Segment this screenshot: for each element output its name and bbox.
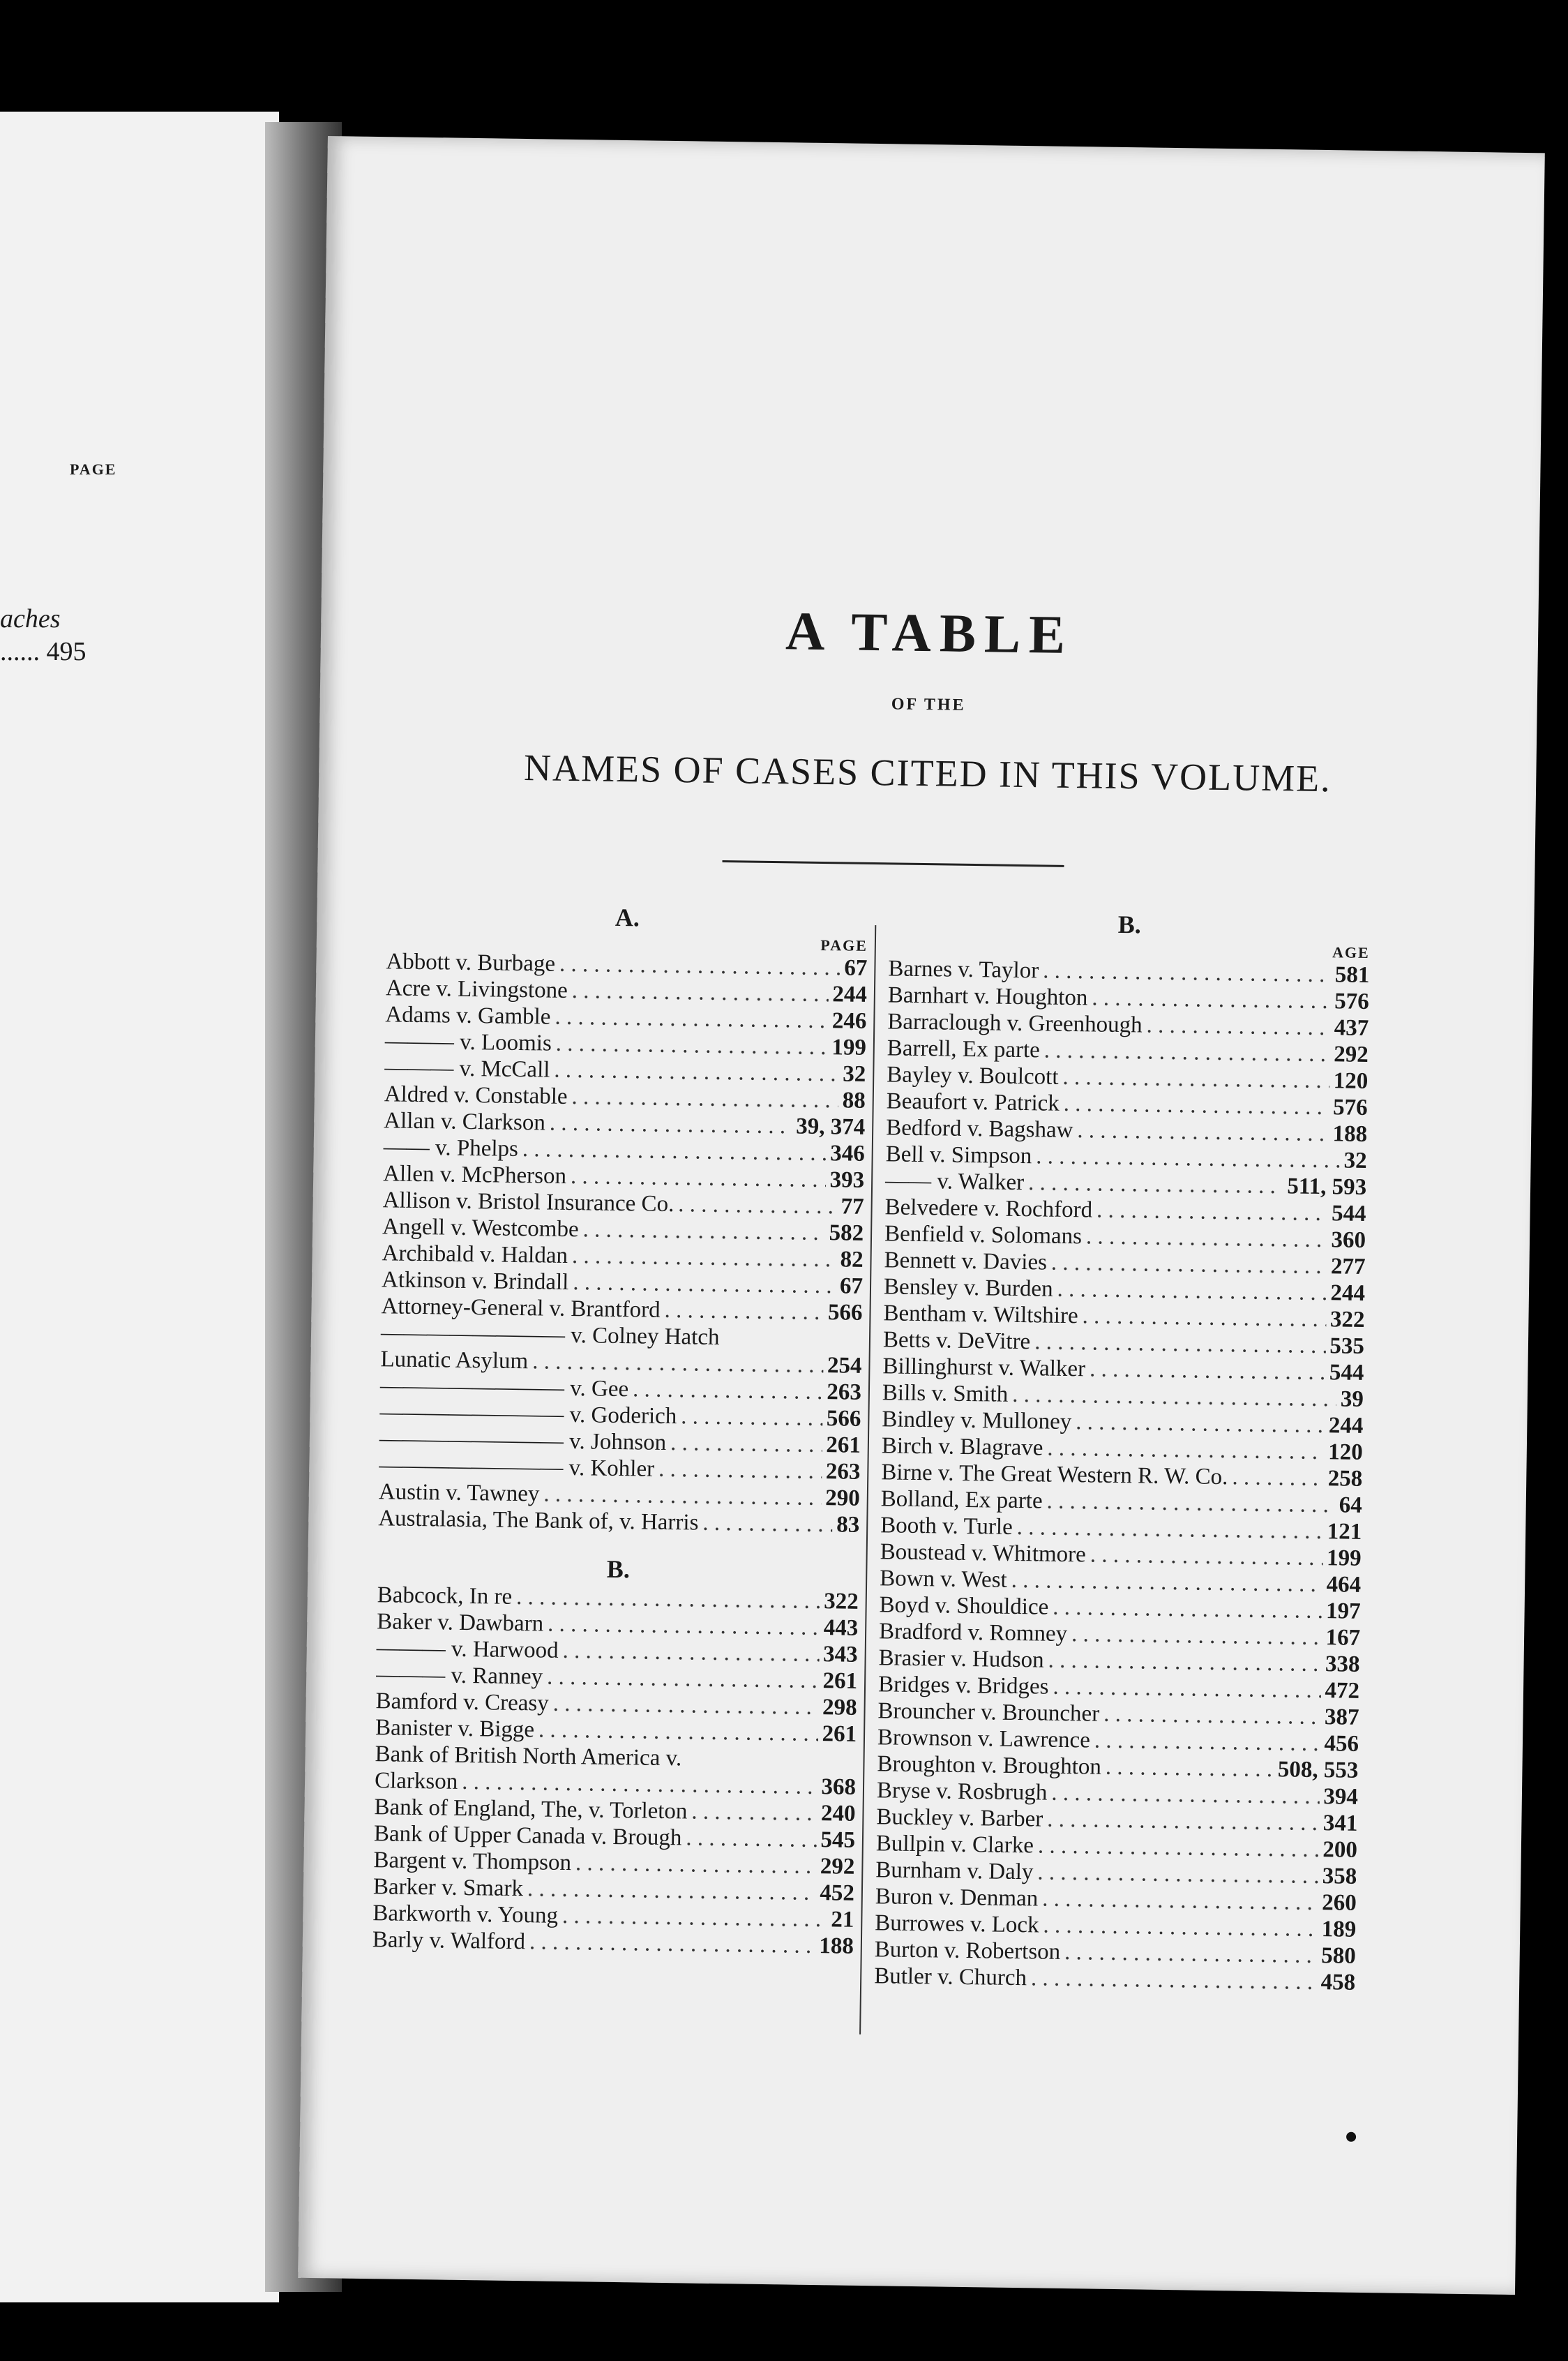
dot-leader bbox=[1046, 1488, 1335, 1519]
dot-leader bbox=[1047, 1806, 1319, 1836]
case-page-number: 346 bbox=[829, 1141, 865, 1167]
case-page-number: 246 bbox=[831, 1008, 867, 1034]
dot-leader bbox=[1011, 1567, 1322, 1598]
dot-leader bbox=[1076, 1409, 1325, 1439]
case-name: Barrell, Ex parte bbox=[887, 1035, 1041, 1063]
dot-leader bbox=[1034, 1328, 1326, 1359]
case-name: Bank of England, The, v. Torleton bbox=[374, 1794, 688, 1824]
case-name: Booth v. Turle bbox=[880, 1513, 1013, 1540]
dot-leader bbox=[559, 951, 840, 982]
dot-leader bbox=[1086, 1223, 1327, 1253]
case-page-number: 260 bbox=[1322, 1890, 1357, 1916]
dot-leader bbox=[686, 1824, 817, 1853]
title-main: A TABLE bbox=[785, 600, 1074, 665]
dot-leader bbox=[658, 1456, 822, 1485]
case-page-number: 67 bbox=[844, 955, 868, 981]
case-name: Bank of British North America v. bbox=[375, 1741, 682, 1771]
dot-leader bbox=[686, 1765, 852, 1767]
case-name: Bentham v. Wiltshire bbox=[883, 1301, 1078, 1329]
case-name: Bank of Upper Canada v. Brough bbox=[373, 1821, 682, 1851]
left-page-line-2: ...... 495 bbox=[0, 637, 86, 666]
case-name: —— v. Phelps bbox=[383, 1134, 519, 1162]
case-page-number: 258 bbox=[1327, 1466, 1363, 1492]
case-page-number: 261 bbox=[822, 1668, 858, 1694]
case-page-number: 544 bbox=[1331, 1201, 1366, 1227]
dot-leader bbox=[1044, 1037, 1330, 1067]
case-page-number: 188 bbox=[1332, 1121, 1368, 1147]
dot-leader bbox=[522, 1136, 827, 1167]
dot-leader bbox=[681, 1403, 822, 1432]
case-name: Australasia, The Bank of, v. Harris bbox=[378, 1506, 699, 1536]
dot-leader bbox=[1090, 1356, 1325, 1386]
dot-leader bbox=[1057, 1276, 1326, 1306]
case-page-number: 580 bbox=[1320, 1943, 1356, 1969]
case-page-number: 83 bbox=[836, 1512, 860, 1538]
dot-leader bbox=[1051, 1250, 1327, 1280]
section-heading-b-right: B. bbox=[1117, 910, 1142, 939]
dot-leader bbox=[1103, 1701, 1320, 1730]
case-page-number: 254 bbox=[827, 1353, 862, 1379]
case-page-number: 394 bbox=[1323, 1784, 1359, 1810]
dot-leader bbox=[702, 1510, 832, 1538]
case-page-number: 368 bbox=[821, 1774, 857, 1800]
left-column bbox=[372, 901, 868, 1959]
dot-leader bbox=[573, 1269, 836, 1299]
case-name: ———————— v. Colney Hatch bbox=[380, 1320, 720, 1351]
case-page-number: 32 bbox=[843, 1061, 866, 1087]
dot-leader bbox=[664, 1297, 824, 1326]
dot-leader bbox=[552, 1691, 818, 1721]
case-page-number: 581 bbox=[1334, 962, 1370, 988]
case-page-number: 244 bbox=[832, 982, 868, 1007]
case-page-number: 322 bbox=[823, 1589, 859, 1614]
case-name: Bolland, Ex parte bbox=[880, 1486, 1043, 1514]
case-page-number: 261 bbox=[822, 1721, 857, 1747]
case-page-number: 120 bbox=[1328, 1439, 1364, 1465]
page-column-label: PAGE bbox=[820, 936, 868, 954]
case-name: Bennett v. Davies bbox=[884, 1247, 1048, 1275]
case-page-number: 39 bbox=[1340, 1386, 1364, 1412]
case-page-number: 358 bbox=[1322, 1864, 1357, 1889]
case-page-number: 458 bbox=[1320, 1970, 1356, 1995]
case-name: Barnhart v. Houghton bbox=[887, 982, 1088, 1011]
case-name: Burnham v. Daly bbox=[875, 1857, 1034, 1885]
ink-speck bbox=[1346, 2132, 1356, 2142]
case-page-number: 298 bbox=[822, 1695, 857, 1721]
case-name: Austin v. Tawney bbox=[378, 1479, 540, 1507]
case-page-number: 88 bbox=[842, 1088, 866, 1114]
case-page-number: 393 bbox=[829, 1167, 865, 1193]
case-page-number: 508, 553 bbox=[1277, 1757, 1359, 1783]
dot-leader bbox=[547, 1664, 819, 1694]
dot-leader bbox=[575, 1850, 816, 1880]
case-page-number: 39, 374 bbox=[795, 1114, 866, 1140]
case-name: Acre v. Livingstone bbox=[385, 975, 568, 1003]
case-name: Bown v. West bbox=[879, 1566, 1007, 1593]
section-heading-b-left: B. bbox=[606, 1554, 631, 1584]
dot-leader bbox=[1042, 1886, 1318, 1917]
case-name: Brouncher v. Brouncher bbox=[877, 1698, 1100, 1727]
case-name: Bayley v. Boulcott bbox=[887, 1062, 1059, 1090]
case-name: Bindley v. Mulloney bbox=[882, 1407, 1072, 1435]
case-page-number: 263 bbox=[827, 1379, 862, 1405]
dot-leader bbox=[532, 1348, 823, 1379]
dot-leader bbox=[1043, 957, 1331, 988]
right-page bbox=[298, 136, 1545, 2295]
dot-leader bbox=[562, 1903, 827, 1933]
case-page-number: 199 bbox=[1326, 1545, 1362, 1571]
case-page-number: 244 bbox=[1328, 1413, 1364, 1439]
dot-leader bbox=[1036, 1143, 1340, 1174]
case-name: Butler v. Church bbox=[874, 1963, 1027, 1991]
case-page-number: 456 bbox=[1324, 1731, 1359, 1757]
dot-leader bbox=[516, 1584, 820, 1614]
case-name: ———————— v. Johnson bbox=[379, 1426, 667, 1455]
case-page-number: 437 bbox=[1334, 1015, 1369, 1041]
case-name: Bensley v. Burden bbox=[883, 1274, 1053, 1302]
dot-leader bbox=[1038, 1832, 1319, 1863]
case-name: Angell v. Westcombe bbox=[382, 1214, 579, 1243]
dot-leader bbox=[1062, 1064, 1329, 1094]
case-page-number: 32 bbox=[1343, 1148, 1367, 1174]
case-page-number: 77 bbox=[840, 1194, 864, 1220]
dot-leader bbox=[555, 1004, 828, 1034]
dot-leader bbox=[691, 1799, 817, 1827]
dot-leader bbox=[1064, 1939, 1318, 1969]
dot-leader bbox=[1090, 1541, 1323, 1571]
dot-leader bbox=[1037, 1859, 1318, 1889]
dot-leader bbox=[1012, 1381, 1336, 1412]
case-list-b-right bbox=[874, 955, 1370, 1995]
case-name: Allen v. McPherson bbox=[382, 1161, 567, 1189]
dot-leader bbox=[1053, 1594, 1322, 1624]
page-column-label-right: AGE bbox=[1332, 943, 1370, 961]
case-name: Babcock, In re bbox=[377, 1582, 513, 1610]
case-page-number: 343 bbox=[822, 1642, 858, 1667]
case-name: ———————— v. Goderich bbox=[379, 1400, 677, 1430]
case-page-number: 443 bbox=[823, 1615, 859, 1641]
case-name: Buckley v. Barber bbox=[876, 1804, 1043, 1832]
case-page-number: 576 bbox=[1332, 1095, 1368, 1120]
dot-leader bbox=[543, 1481, 821, 1512]
case-name: Birne v. The Great Western R. W. Co. bbox=[881, 1460, 1228, 1490]
case-name: Bradford v. Romney bbox=[878, 1619, 1068, 1647]
dot-leader bbox=[1031, 1965, 1317, 1995]
case-name: Buron v. Denman bbox=[875, 1884, 1039, 1912]
case-name: Barnes v. Taylor bbox=[888, 956, 1039, 984]
case-page-number: 338 bbox=[1325, 1651, 1360, 1677]
case-page-number: 240 bbox=[820, 1801, 856, 1827]
left-page bbox=[0, 112, 279, 2302]
dot-leader bbox=[678, 1191, 837, 1220]
case-list-a bbox=[378, 948, 868, 1538]
dot-leader bbox=[723, 1344, 857, 1347]
case-name: Bryse v. Rosbrugh bbox=[876, 1778, 1048, 1806]
dot-leader bbox=[1016, 1514, 1322, 1545]
case-page-number: 188 bbox=[819, 1933, 854, 1959]
dot-leader bbox=[571, 1084, 838, 1114]
case-name: Allison v. Bristol Insurance Co. bbox=[382, 1187, 674, 1217]
case-page-number: 292 bbox=[820, 1854, 855, 1880]
case-name: Boustead v. Whitmore bbox=[880, 1539, 1087, 1568]
dot-leader bbox=[1053, 1674, 1321, 1704]
dot-leader bbox=[1028, 1169, 1283, 1199]
case-name: Beaufort v. Patrick bbox=[886, 1088, 1060, 1116]
case-name: Burrowes v. Lock bbox=[875, 1910, 1039, 1938]
dot-leader bbox=[1092, 984, 1330, 1014]
case-name: Bullpin v. Clarke bbox=[875, 1831, 1034, 1859]
case-page-number: 544 bbox=[1329, 1360, 1364, 1386]
dot-leader bbox=[670, 1430, 822, 1458]
dot-leader bbox=[556, 1030, 828, 1060]
left-page-label: PAGE bbox=[70, 460, 117, 478]
case-name: Attorney-General v. Brantford bbox=[381, 1294, 661, 1323]
case-name: Allan v. Clarkson bbox=[384, 1108, 546, 1136]
case-page-number: 64 bbox=[1339, 1492, 1362, 1518]
case-page-number: 452 bbox=[820, 1880, 855, 1906]
title-subtitle: NAMES OF CASES CITED IN THIS VOLUME. bbox=[523, 747, 1332, 800]
case-name: Clarkson bbox=[374, 1768, 458, 1794]
dot-leader bbox=[1064, 1090, 1329, 1120]
dot-leader bbox=[1077, 1117, 1329, 1147]
case-page-number: 566 bbox=[826, 1406, 861, 1432]
section-heading-a: A. bbox=[615, 903, 640, 932]
dot-leader bbox=[572, 1243, 836, 1273]
case-name: Broughton v. Broughton bbox=[877, 1751, 1102, 1780]
case-page-number: 322 bbox=[1329, 1307, 1365, 1333]
case-page-number: 244 bbox=[1330, 1280, 1366, 1306]
case-page-number: 200 bbox=[1322, 1837, 1358, 1863]
dot-leader bbox=[1106, 1754, 1274, 1783]
dot-leader bbox=[1082, 1303, 1326, 1333]
case-list-b-left bbox=[372, 1582, 859, 1960]
case-name: ——— v. Loomis bbox=[384, 1028, 552, 1056]
case-name: Billinghurst v. Walker bbox=[882, 1354, 1086, 1382]
dot-leader bbox=[562, 1637, 819, 1667]
case-page-number: 360 bbox=[1331, 1227, 1366, 1253]
case-name: Lunatic Asylum bbox=[380, 1347, 529, 1374]
case-name: Bell v. Simpson bbox=[885, 1141, 1032, 1169]
dot-leader bbox=[538, 1716, 818, 1747]
dot-leader bbox=[571, 1163, 826, 1193]
dot-leader bbox=[1048, 1647, 1321, 1677]
case-name: ——— v. McCall bbox=[384, 1055, 550, 1083]
case-page-number: 511, 593 bbox=[1287, 1174, 1367, 1200]
case-name: Adams v. Gamble bbox=[385, 1002, 551, 1030]
case-name: Barker v. Smark bbox=[372, 1874, 524, 1902]
case-page-number: 21 bbox=[831, 1907, 854, 1933]
case-name: ——— v. Ranney bbox=[375, 1662, 543, 1690]
case-name: Archibald v. Haldan bbox=[382, 1241, 568, 1268]
dot-leader bbox=[572, 977, 829, 1007]
case-page-number: 292 bbox=[1334, 1042, 1369, 1067]
dot-leader bbox=[1146, 1012, 1330, 1042]
case-page-number: 472 bbox=[1325, 1678, 1360, 1704]
dot-leader bbox=[548, 1611, 820, 1641]
case-name: Barraclough v. Greenhough bbox=[887, 1009, 1143, 1038]
dot-leader bbox=[1047, 1435, 1324, 1466]
case-name: Bridges v. Bridges bbox=[877, 1672, 1049, 1700]
dot-leader bbox=[1232, 1464, 1324, 1492]
case-page-number: 199 bbox=[831, 1035, 867, 1060]
title-of-the: OF THE bbox=[891, 695, 966, 714]
dot-leader bbox=[527, 1875, 816, 1906]
case-page-number: 189 bbox=[1321, 1917, 1357, 1942]
case-page-number: 67 bbox=[839, 1273, 864, 1299]
case-name: Barkworth v. Young bbox=[372, 1901, 559, 1928]
case-name: Aldred v. Constable bbox=[384, 1081, 568, 1109]
case-page-number: 582 bbox=[829, 1220, 864, 1246]
left-page-line-1: aches bbox=[0, 604, 61, 634]
case-page-number: 197 bbox=[1325, 1598, 1361, 1624]
case-name: Burton v. Robertson bbox=[874, 1937, 1061, 1965]
dot-leader bbox=[1051, 1780, 1320, 1810]
case-page-number: 341 bbox=[1322, 1811, 1358, 1836]
case-name: ———————— v. Kohler bbox=[379, 1453, 655, 1482]
dot-leader bbox=[633, 1376, 823, 1405]
dot-leader bbox=[1071, 1621, 1322, 1651]
case-page-number: 277 bbox=[1330, 1254, 1366, 1280]
case-page-number: 566 bbox=[827, 1300, 863, 1326]
case-name: Benfield v. Solomans bbox=[884, 1221, 1083, 1250]
case-page-number: 167 bbox=[1325, 1625, 1361, 1651]
case-name: Baker v. Dawbarn bbox=[377, 1609, 544, 1637]
case-page-number: 263 bbox=[825, 1459, 861, 1485]
case-name: ———————— v. Gee bbox=[379, 1373, 629, 1402]
case-page-number: 464 bbox=[1326, 1572, 1362, 1598]
case-page-number: 576 bbox=[1334, 989, 1370, 1014]
dot-leader bbox=[1096, 1197, 1327, 1227]
case-page-number: 545 bbox=[820, 1827, 856, 1853]
case-name: Birch v. Blagrave bbox=[881, 1433, 1043, 1461]
dot-leader bbox=[554, 1057, 838, 1088]
case-name: —— v. Walker bbox=[884, 1168, 1025, 1196]
case-name: Abbott v. Burbage bbox=[386, 949, 556, 977]
dot-leader bbox=[1094, 1727, 1320, 1757]
case-page-number: 261 bbox=[826, 1432, 861, 1458]
case-page-number: 535 bbox=[1329, 1333, 1365, 1359]
case-name: Boyd v. Shouldice bbox=[879, 1592, 1049, 1620]
dot-leader bbox=[550, 1110, 792, 1140]
right-column bbox=[874, 908, 1371, 1995]
case-page-number: 82 bbox=[840, 1247, 864, 1273]
case-name: Brasier v. Hudson bbox=[878, 1645, 1044, 1673]
dot-leader bbox=[582, 1216, 825, 1246]
case-name: Atkinson v. Brindall bbox=[381, 1267, 569, 1295]
dot-leader bbox=[1043, 1912, 1318, 1942]
case-name: ——— v. Harwood bbox=[376, 1635, 559, 1663]
case-name: Bills v. Smith bbox=[882, 1380, 1009, 1407]
case-page-number: 121 bbox=[1327, 1519, 1362, 1545]
case-page-number: 120 bbox=[1333, 1068, 1369, 1094]
case-name: Barly v. Walford bbox=[372, 1927, 526, 1955]
case-name: Banister v. Bigge bbox=[375, 1715, 535, 1743]
case-name: Belvedere v. Rochford bbox=[884, 1194, 1093, 1223]
case-page-number: 387 bbox=[1324, 1704, 1359, 1730]
case-name: Betts v. DeVitre bbox=[882, 1327, 1031, 1355]
title-rule bbox=[723, 860, 1064, 867]
case-name: Bamford v. Creasy bbox=[375, 1688, 549, 1716]
case-name: Bedford v. Bagshaw bbox=[885, 1115, 1073, 1144]
case-page-number: 290 bbox=[825, 1485, 861, 1511]
dot-leader bbox=[529, 1928, 815, 1959]
case-name: Brownson v. Lawrence bbox=[877, 1725, 1091, 1753]
case-name: Bargent v. Thompson bbox=[373, 1847, 572, 1876]
